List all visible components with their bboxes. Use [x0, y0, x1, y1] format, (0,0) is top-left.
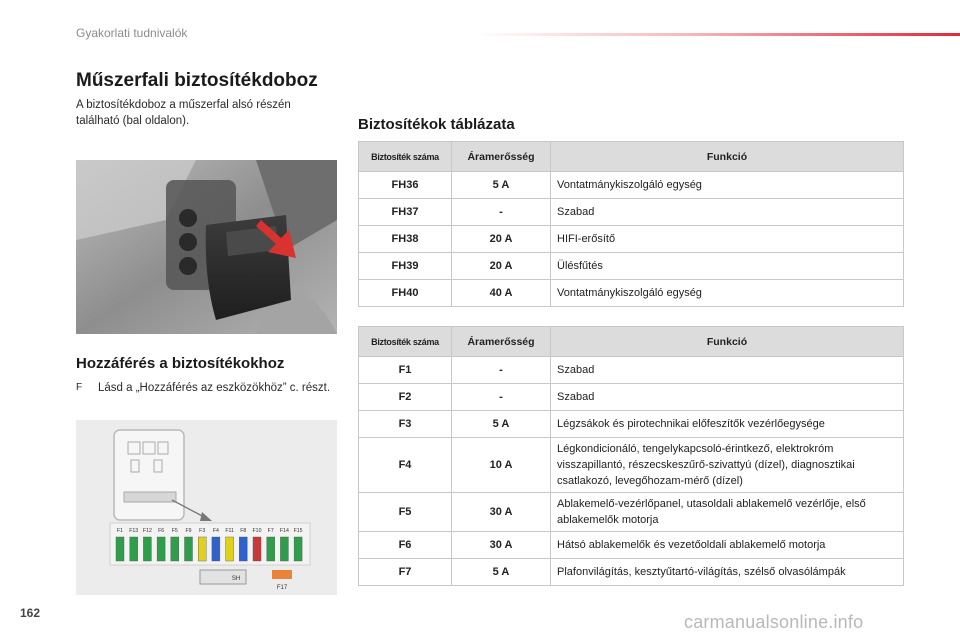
fuse-label: F10: [252, 528, 262, 534]
fuse-number-cell: FH37: [359, 199, 452, 226]
fuse-f15: [294, 537, 302, 561]
amperage-cell: 30 A: [452, 532, 551, 559]
function-cell: Szabad: [551, 384, 904, 411]
table-row: [359, 438, 904, 493]
access-section-title: Hozzáférés a biztosítékokhoz: [76, 355, 285, 372]
function-cell: Szabad: [551, 199, 904, 226]
access-instruction-text: Lásd a „Hozzáférés az eszközökhöz” c. részt.: [98, 382, 331, 394]
fuse-number-cell: FH38: [359, 226, 452, 253]
function-cell: Vontatmánykiszolgáló egység: [551, 280, 904, 307]
fuse-number-cell: F6: [359, 532, 452, 559]
function-cell: Plafonvilágítás, kesztyűtartó-világítás, szélső olvasólámpák: [551, 559, 904, 586]
col-amperage: Áramerősség: [452, 327, 551, 357]
amperage-cell: 5 A: [452, 172, 551, 199]
intro-text: A biztosítékdoboz a műszerfal alsó részén található (bal oldalon).: [76, 99, 291, 127]
fuse-f5: [171, 537, 179, 561]
col-amperage: Áramerősség: [452, 142, 551, 172]
amperage-cell: 20 A: [452, 253, 551, 280]
table-row: [359, 253, 904, 280]
table-row: [359, 357, 904, 384]
amperage-cell: 5 A: [452, 411, 551, 438]
fuse-f14: [280, 537, 288, 561]
amperage-cell: 20 A: [452, 226, 551, 253]
fuse-label: F9: [185, 528, 192, 534]
amperage-cell: -: [452, 199, 551, 226]
fuse-f6: [157, 537, 165, 561]
function-cell: Hátsó ablakemelők és vezetőoldali ablakemelő motorja: [551, 532, 904, 559]
fuse-f11: [226, 537, 234, 561]
fuse-label: F1: [116, 528, 124, 534]
function-cell: Légzsákok és pirotechnikai előfeszítők vezérlőegysége: [551, 411, 904, 438]
table-row: [359, 172, 904, 199]
fuse-number-cell: F5: [359, 493, 452, 532]
fuse-number-cell: F4: [359, 438, 452, 493]
page-title: Műszerfali biztosítékdoboz: [76, 70, 318, 91]
sh-label: SH: [231, 576, 241, 582]
fuse-label: F5: [171, 528, 178, 534]
fuse-label: F12: [142, 528, 152, 534]
fuse-number-cell: F7: [359, 559, 452, 586]
amperage-cell: 30 A: [452, 493, 551, 532]
fuse-layout-diagram: [76, 420, 337, 595]
amperage-cell: -: [452, 384, 551, 411]
fuse-table-fh: [358, 141, 904, 307]
fuse-label: F15: [293, 528, 303, 534]
fuse-number-cell: F2: [359, 384, 452, 411]
function-cell: Légkondicionáló, tengelykapcsoló-érintkező, elektrokróm visszapillantó, részecskeszűrő-szivattyú (dízel), diagnosztikai csatlakozó, levegőhozam-mérő (dízel): [551, 438, 904, 493]
fuse-table-title: Biztosítékok táblázata: [358, 116, 515, 133]
fuse-f13: [130, 537, 138, 561]
watermark: carmanualsonline.info: [684, 612, 864, 632]
amperage-cell: 10 A: [452, 438, 551, 493]
fuse-number-cell: FH40: [359, 280, 452, 307]
col-function: Funkció: [551, 327, 904, 357]
fuse-f12: [143, 537, 151, 561]
function-cell: Ablakemelő-vezérlőpanel, utasoldali ablakemelő vezérlője, első ablakemelők motorja: [551, 493, 904, 532]
amperage-cell: 5 A: [452, 559, 551, 586]
table-row: [359, 559, 904, 586]
fuse-f1: [116, 537, 124, 561]
table-row: [359, 280, 904, 307]
function-cell: HIFI-erősítő: [551, 226, 904, 253]
col-function: Funkció: [551, 142, 904, 172]
fuse-f7: [267, 537, 275, 561]
fuse-table-f: [358, 326, 904, 586]
fuse-label: F7: [267, 528, 274, 534]
amperage-cell: 40 A: [452, 280, 551, 307]
function-cell: Szabad: [551, 357, 904, 384]
amperage-cell: -: [452, 357, 551, 384]
fuse-label: F14: [279, 528, 289, 534]
fuse-number-cell: FH36: [359, 172, 452, 199]
fuse-f3: [198, 537, 206, 561]
fuse-label: F3: [199, 528, 206, 534]
fuse-label: F6: [158, 528, 165, 534]
function-cell: Vontatmánykiszolgáló egység: [551, 172, 904, 199]
fuse-f4: [212, 537, 220, 561]
fuse-number-cell: F3: [359, 411, 452, 438]
fuse-label: F11: [225, 528, 234, 534]
bullet-flag-icon: F: [76, 382, 83, 393]
table-row: [359, 493, 904, 532]
fuse-label: F8: [240, 528, 247, 534]
table-row: [359, 199, 904, 226]
fuse-f8: [239, 537, 247, 561]
f17-label: F17: [276, 585, 288, 591]
fuse-label: F13: [129, 528, 139, 534]
section-header: Gyakorlati tudnivalók: [76, 26, 188, 40]
function-cell: Ülésfűtés: [551, 253, 904, 280]
col-fuse-number: Biztosíték száma: [359, 142, 452, 172]
table-row: [359, 226, 904, 253]
table-row: [359, 411, 904, 438]
header-accent-line: [475, 33, 960, 36]
fuse-number-cell: F1: [359, 357, 452, 384]
fuse-f9: [185, 537, 193, 561]
dashboard-fusebox-photo: [76, 160, 337, 334]
table-row: [359, 532, 904, 559]
page-number: 162: [20, 606, 41, 620]
access-instruction: [76, 380, 336, 396]
fuse-number-cell: FH39: [359, 253, 452, 280]
table-row: [359, 384, 904, 411]
col-fuse-number: Biztosíték száma: [359, 327, 452, 357]
fuse-f17: [272, 570, 292, 579]
fuse-f10: [253, 537, 261, 561]
fuse-label: F4: [212, 528, 219, 534]
